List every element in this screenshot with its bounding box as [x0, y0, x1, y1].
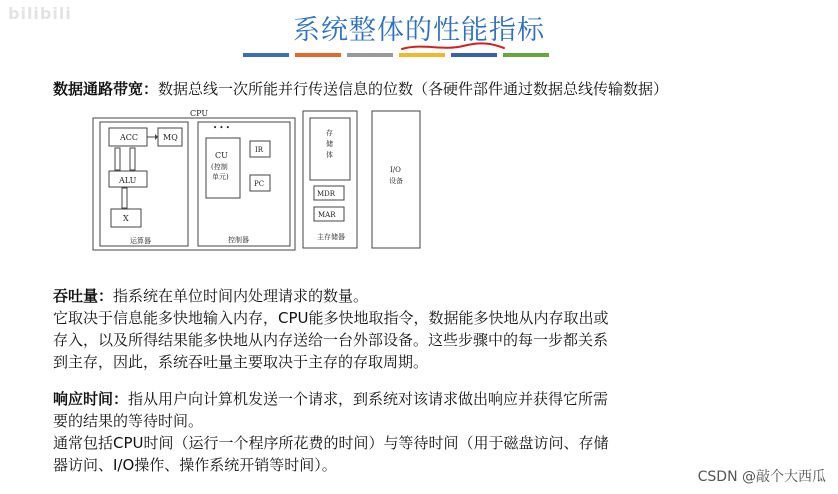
bandwidth-label: 数据通路带宽：	[53, 80, 159, 98]
color-bar-2	[295, 53, 341, 57]
color-bar-3	[347, 53, 393, 57]
mdr-label: MDR	[317, 190, 336, 198]
mar-label: MAR	[318, 211, 336, 219]
bandwidth-text: 数据总线一次所能并行传送信息的位数（各硬件部件通过数据总线传输数据）	[158, 80, 669, 98]
acc-label: ACC	[120, 133, 139, 142]
bandwidth-section	[53, 78, 823, 100]
storage-body-3: 体	[326, 151, 333, 159]
cpu-label: CPU	[190, 109, 209, 118]
main-memory-label: 主存储器	[317, 233, 345, 241]
color-bar-4	[399, 53, 445, 57]
controller-dots: • • •	[213, 124, 230, 132]
throughput-line-4: 到主存，因此，系统吞吐量主要取决于主存的存取周期。	[53, 353, 429, 371]
io-label-1: I/O	[390, 166, 401, 174]
ir-label: IR	[255, 146, 264, 154]
color-bar-6	[503, 53, 549, 57]
title-handwritten-underline	[398, 40, 508, 54]
storage-body-2: 储	[326, 140, 333, 148]
throughput-line-3: 存入，以及所得结果能多快地从内存送给一台外部设备。这些步骤中的每一步都关系	[53, 331, 609, 349]
controller-box	[198, 122, 290, 246]
storage-body-box	[310, 118, 350, 180]
response-line-3: 通常包括CPU时间（运行一个程序所花费的时间）与等待时间（用于磁盘访问、存储	[53, 434, 609, 452]
response-line-4: 器访问、I/O操作、操作系统开销等时间）。	[53, 456, 337, 474]
response-label: 响应时间：	[53, 390, 129, 408]
mq-label: MQ	[163, 133, 178, 142]
io-label-2: 设备	[389, 177, 403, 185]
response-first-line	[53, 388, 773, 410]
pc-label: PC	[254, 180, 265, 188]
page-title: 系统整体的性能指标	[293, 15, 545, 46]
computer-structure-diagram	[90, 108, 435, 253]
response-time-section	[53, 388, 773, 476]
alu-label: ALU	[119, 176, 137, 185]
x-label: X	[123, 214, 129, 223]
throughput-line-2: 它取决于信息能多快地输入内存，CPU能多快地取指令，数据能多快地从内存取出或	[53, 309, 609, 327]
title-area	[0, 0, 838, 70]
cu-sub2: 单元)	[212, 173, 229, 181]
throughput-line-1: 指系统在单位时间内处理请求的数量。	[113, 287, 369, 305]
throughput-first-line	[53, 285, 773, 307]
throughput-section	[53, 285, 773, 373]
bilibili-watermark: bilibili	[8, 4, 72, 23]
response-line-2: 要的结果的等待时间。	[53, 412, 204, 430]
color-bar-1	[243, 53, 289, 57]
storage-body-1: 存	[326, 129, 333, 137]
controller-label: 控制器	[228, 236, 249, 244]
cu-label: CU	[215, 151, 228, 160]
csdn-watermark: CSDN @敲个大西瓜	[697, 469, 826, 485]
throughput-label: 吞吐量：	[53, 287, 114, 305]
color-bar-5	[451, 53, 497, 57]
cu-sub1: (控制	[211, 163, 228, 171]
title-color-bars	[243, 53, 549, 57]
alu-unit-label: 运算器	[130, 237, 151, 245]
response-line-1: 指从用户向计算机发送一个请求，到系统对该请求做出响应并获得它所需	[128, 390, 609, 408]
